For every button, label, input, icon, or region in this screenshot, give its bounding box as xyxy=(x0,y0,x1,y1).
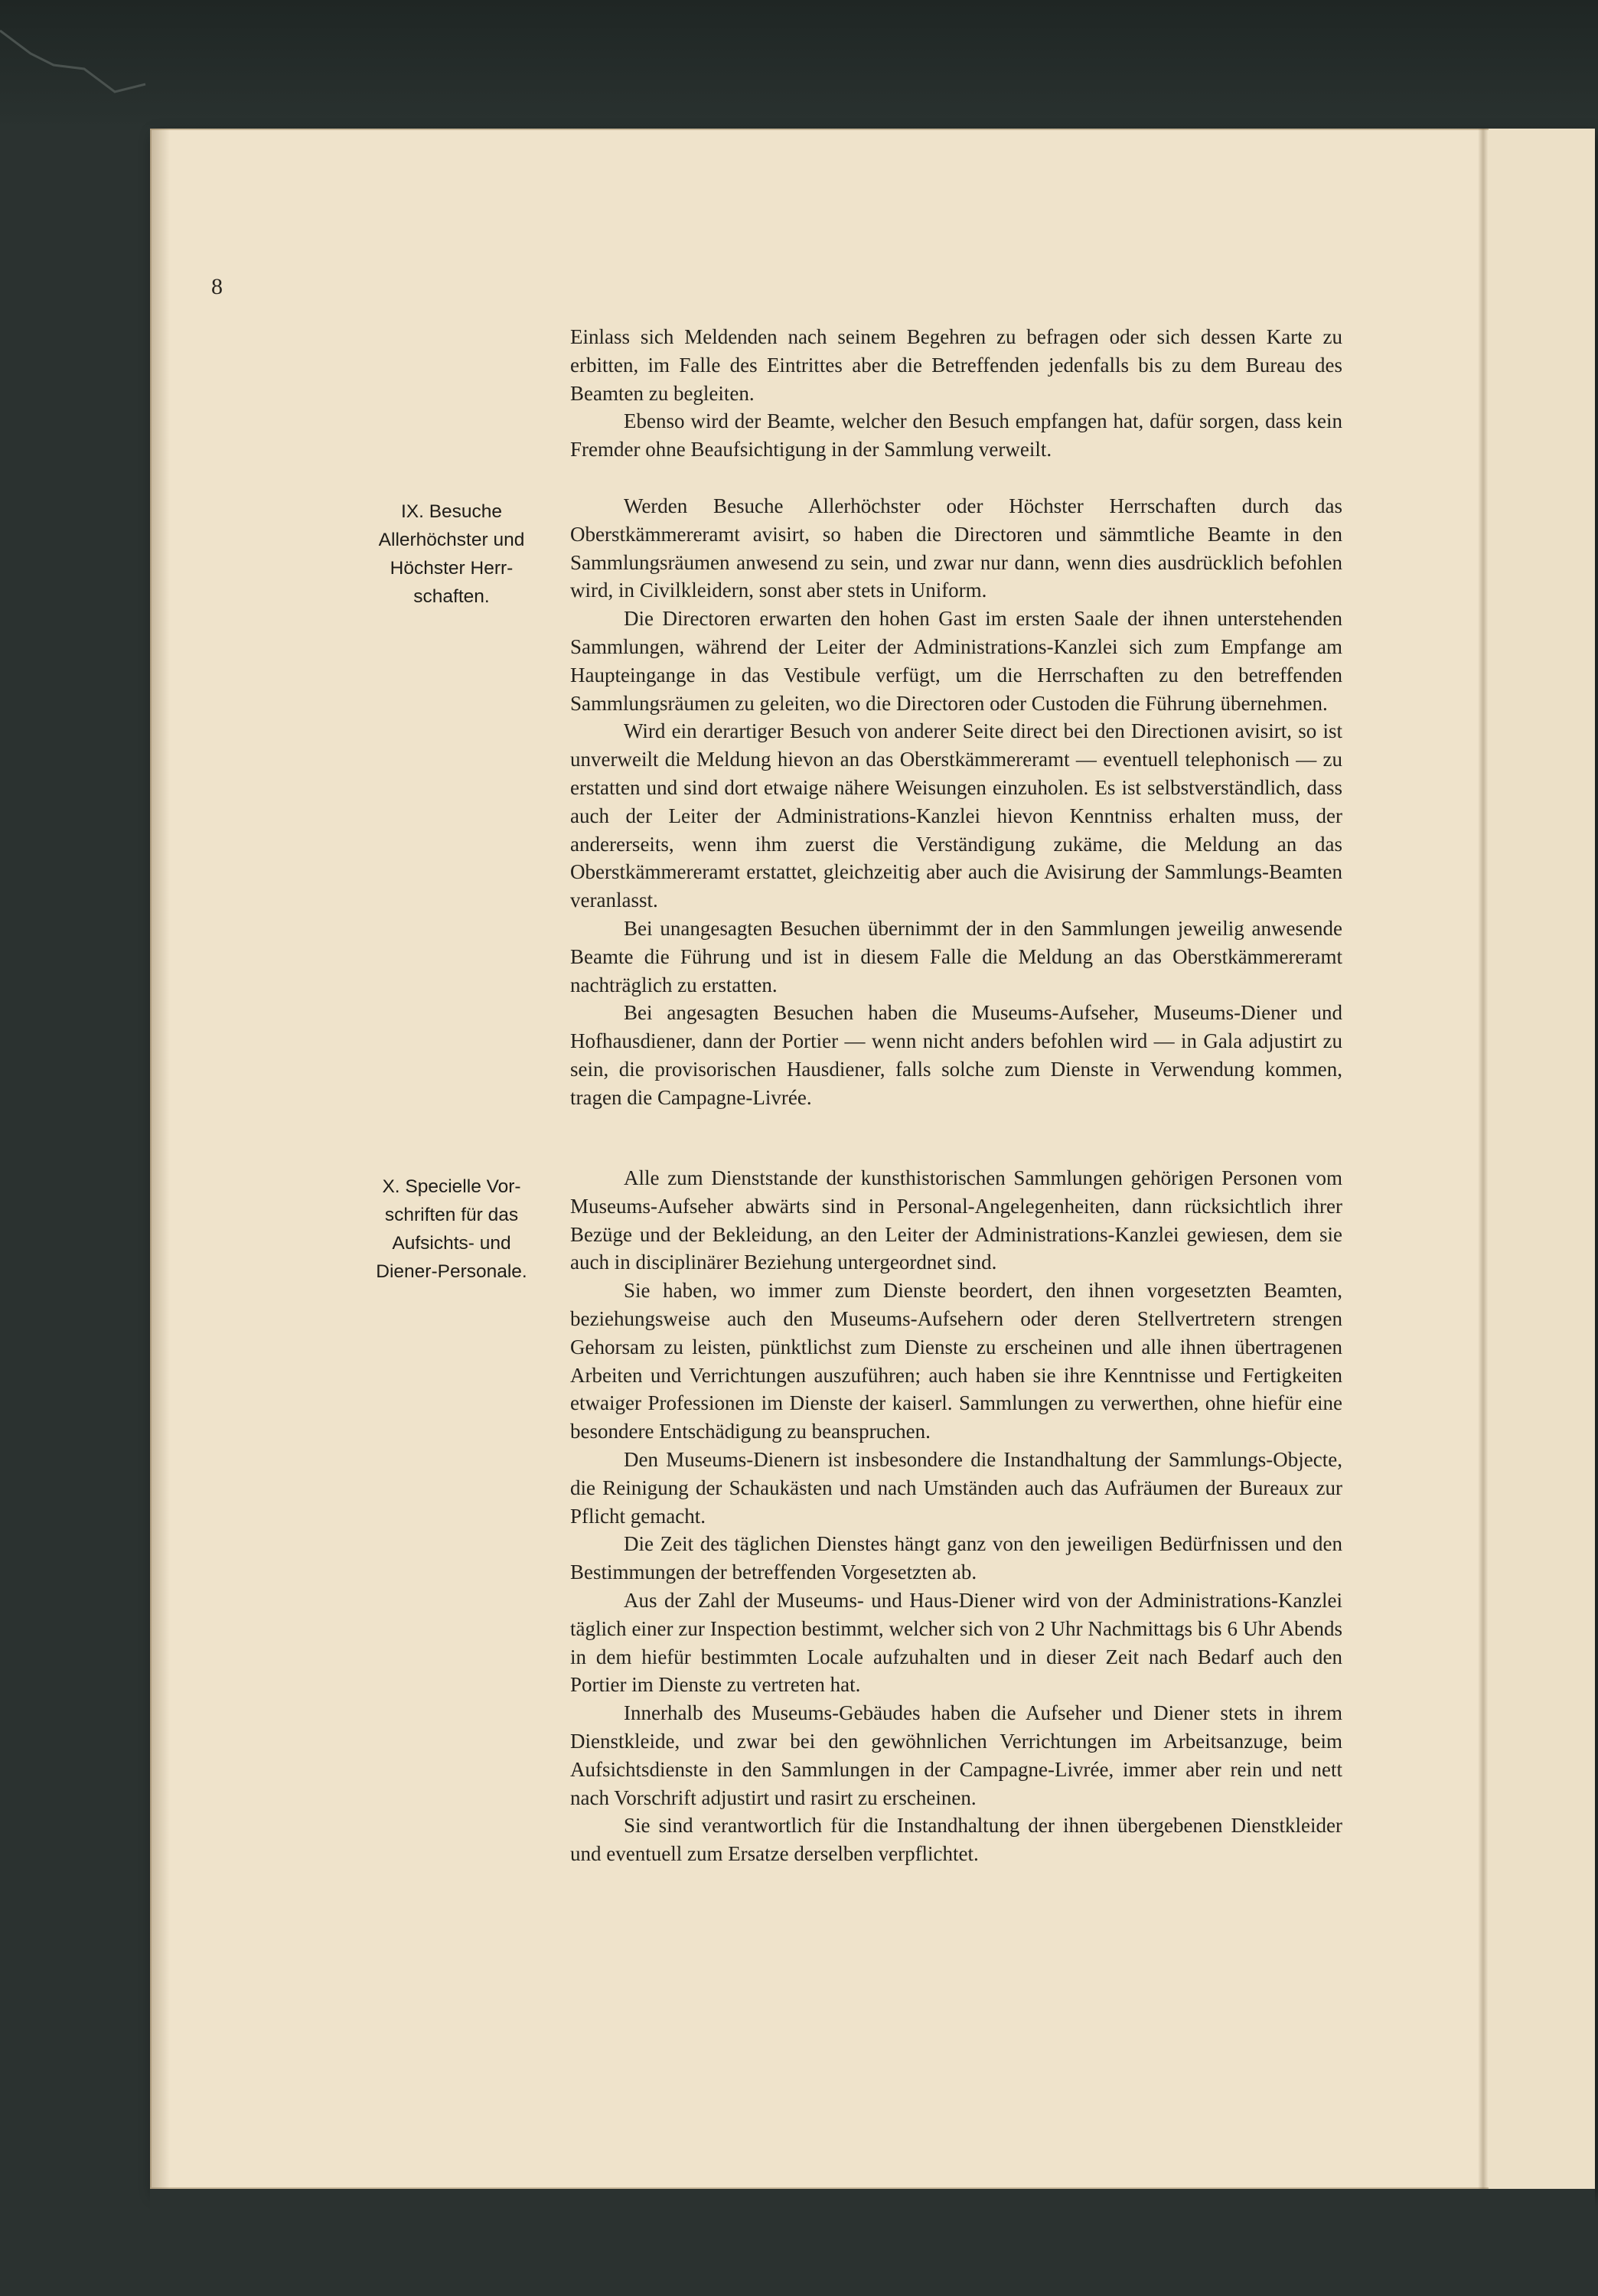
margin-note-x xyxy=(360,1172,543,1286)
paragraph: Einlass sich Meldenden nach seinem Begehren zu befragen oder sich dessen Karte zu erbitten, im Falle des Eintrittes aber die Betreffenden jedenfalls bis zu dem Bureau des Beamten zu begleiten. xyxy=(570,325,1342,405)
backdrop-crease xyxy=(0,0,230,130)
paragraph: Aus der Zahl der Museums- und Haus-Diener wird von der Administrations-Kanzlei täglich einer zur Inspection bestimmt, welcher sich von 2 Uhr Nachmittags bis 6 Uhr Abends in dem hiefür bestimmten Locale aufzuhalten und in dieser Zeit nach Bedarf auch den Portier im Dienste zu vertreten hat. xyxy=(570,1588,1342,1697)
page-number: 8 xyxy=(211,274,223,299)
margin-note-line: X. Specielle Vor- xyxy=(382,1176,521,1197)
paragraph: Ebenso wird der Beamte, welcher den Besuch empfangen hat, dafür sorgen, dass kein Fremder ohne Beaufsichtigung in der Sammlung verweilt. xyxy=(570,409,1342,461)
page-gutter xyxy=(1478,129,1489,2189)
paragraph: Sie sind verantwortlich für die Instandhaltung der ihnen übergebenen Dienstkleider und eventuell zum Ersatze derselben verpflichtet. xyxy=(570,1814,1342,1866)
paragraph: Wird ein derartiger Besuch von anderer Seite direct bei den Directionen avisirt, so ist unverweilt die Meldung hievon an das Oberstkämmereramt — eventuell telephonisch — zu erstatten und sind dort etwaige nähere Weisungen einzuholen. Es ist selbstverständlich, dass auch der Leiter der Administrations-Kanzlei hievon Kenntniss erhalten muss, der andererseits, wenn ihm zuerst die Verständigung zukäme, die Meldung an das Oberstkämmereramt erstattet, gleichzeitig aber auch die Avisirung der Sammlungs-Beamten veranlasst. xyxy=(570,719,1342,912)
paragraph: Werden Besuche Allerhöchster oder Höchster Herrschaften durch das Oberstkämmereramt avisirt, so haben die Directoren und sämmtliche Beamte in den Sammlungsräumen anwesend zu sein, und zwar nur dann, wenn dies ausdrücklich befohlen wird, in Civilkleidern, sonst aber stets in Uniform. xyxy=(570,494,1342,602)
paragraph: Die Zeit des täglichen Dienstes hängt ganz von den jeweiligen Bedürfnissen und den Bestimmungen der betreffenden Vorgesetzten ab. xyxy=(570,1532,1342,1584)
section-ix-besuche xyxy=(570,492,1342,1112)
section-continuation xyxy=(570,323,1342,464)
margin-note-line: schriften für das xyxy=(384,1205,519,1225)
paragraph: Innerhalb des Museums-Gebäudes haben die Aufseher und Diener stets in ihrem Dienstkleide, und zwar bei den gewöhnlichen Verrichtungen im Arbeitsanzuge, beim Aufsichtsdienste in den Sammlungen in der Campagne-Livrée, immer aber rein und nett nach Vorschrift adjustirt und rasirt zu erscheinen. xyxy=(570,1701,1342,1809)
paragraph: Alle zum Dienststande der kunsthistorischen Sammlungen gehörigen Personen vom Museums-Aufseher abwärts sind in Personal-Angelegenheiten, dann rücksichtlich ihrer Bezüge und der Bekleidung, an den Leiter der Administrations-Kanzlei gewiesen, dem sie auch in disciplinärer Beziehung untergeordnet sind. xyxy=(570,1166,1342,1274)
section-x-vorschriften xyxy=(570,1164,1342,1868)
facing-page-edge xyxy=(1489,129,1595,2189)
margin-note-line: Allerhöchster und xyxy=(378,530,525,550)
paragraph: Den Museums-Dienern ist insbesondere die Instandhaltung der Sammlungs-Objecte, die Reinigung der Schaukästen und nach Umständen auch das Aufräumen der Bureaux zur Pflicht gemacht. xyxy=(570,1447,1342,1528)
page-edge-shadow xyxy=(150,129,170,2189)
margin-note-ix xyxy=(360,497,543,611)
paragraph: Sie haben, wo immer zum Dienste beordert, den ihnen vorgesetzten Beamten, beziehungsweise auch den Museums-Aufsehern oder deren Stellvertretern strengen Gehorsam zu leisten, pünktlichst zum Dienste zu erscheinen und alle ihnen übertragenen Arbeiten und Verrichtungen auszuführen; auch haben sie ihre Kenntnisse und Fertigkeiten etwaiger Professionen im Dienste der kaiserl. Sammlungen zu verwerthen, ohne hiefür eine besondere Entschädigung zu beanspruchen. xyxy=(570,1279,1342,1443)
margin-note-line: Aufsichts- und xyxy=(392,1233,511,1254)
backdrop-bottom xyxy=(150,2189,1595,2296)
margin-note-line: IX. Besuche xyxy=(400,501,503,522)
backdrop xyxy=(0,0,1598,130)
paragraph: Bei angesagten Besuchen haben die Museums-Aufseher, Museums-Diener und Hofhausdiener, dann der Portier — wenn nicht anders befohlen wird — in Gala adjustirt zu sein, die provisorischen Hausdiener, falls solche zum Dienste in Verwendung kommen, tragen die Campagne-Livrée. xyxy=(570,1001,1342,1109)
margin-note-line: Höchster Herr- xyxy=(390,558,514,579)
paragraph: Bei unangesagten Besuchen übernimmt der in den Sammlungen jeweilig anwesende Beamte die Führung und ist in diesem Falle die Meldung an das Oberstkämmereramt nachträglich zu erstatten. xyxy=(570,916,1342,996)
paragraph: Die Directoren erwarten den hohen Gast im ersten Saale der ihnen unterstehenden Sammlungen, während der Leiter der Administrations-Kanzlei sich zum Empfange am Haupteingange in das Vestibule verfügt, um die Herrschaften zu den betreffenden Sammlungsräumen zu geleiten, wo die Directoren oder Custoden die Führung übernehmen. xyxy=(570,607,1342,715)
margin-note-line: schaften. xyxy=(413,586,490,607)
margin-note-line: Diener-Personale. xyxy=(376,1261,527,1282)
